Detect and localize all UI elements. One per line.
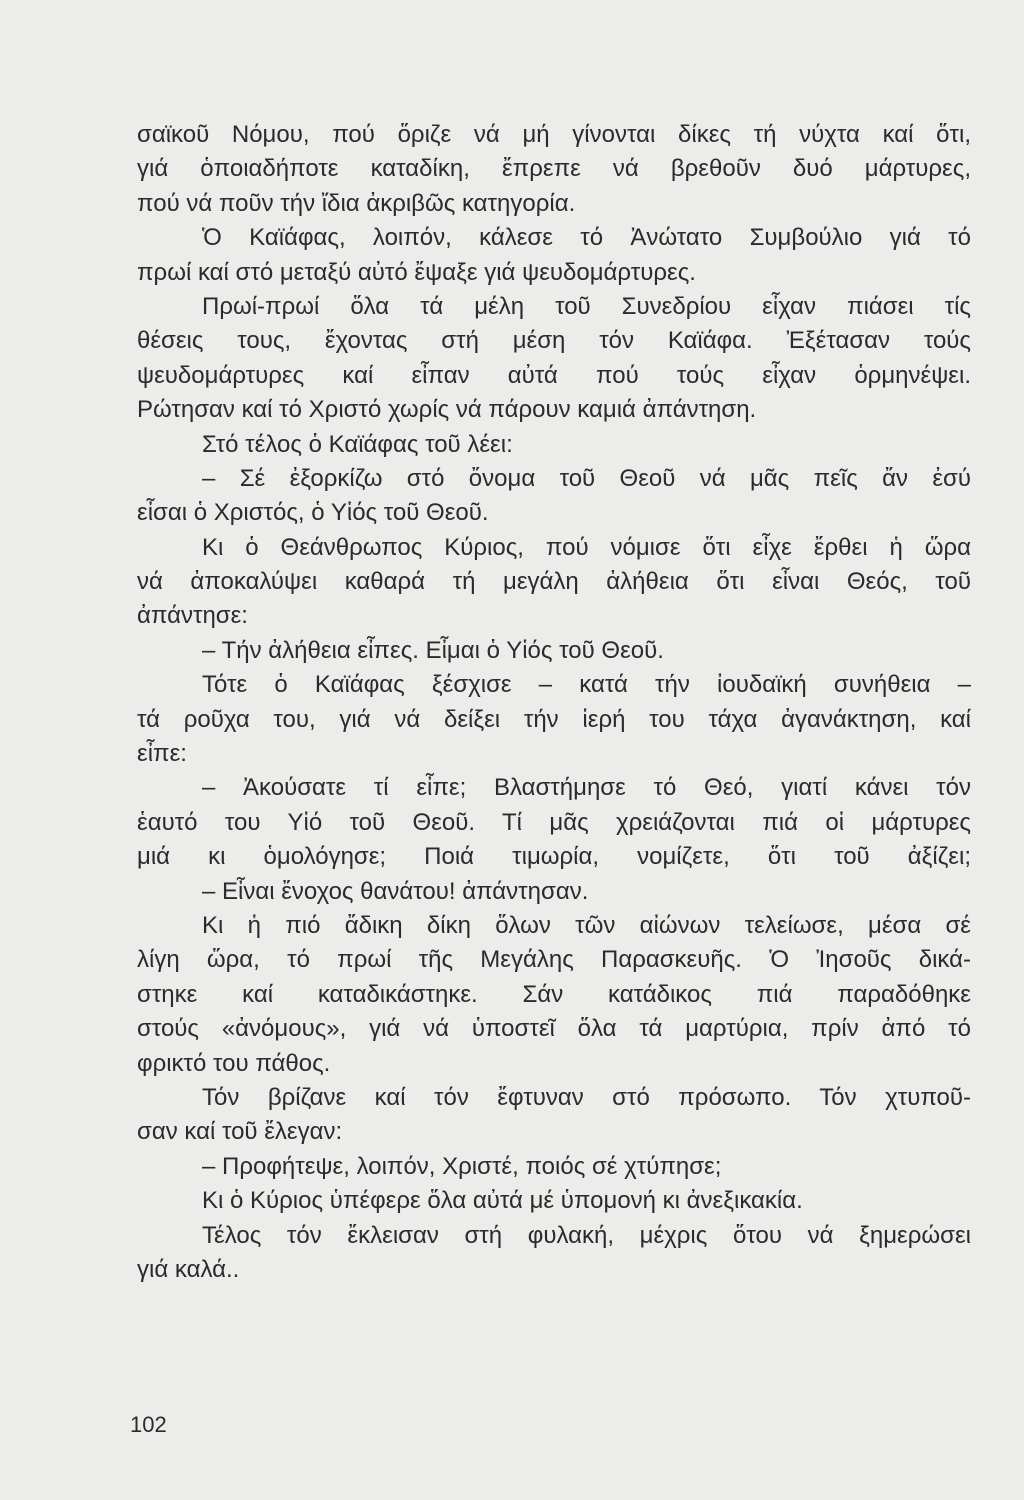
text-line: Πρωί-πρωί ὅλα τά μέλη τοῦ Συνεδρίου εἶχαν πιάσει τίς (202, 292, 971, 320)
text-line: Τότε ὁ Καϊάφας ξέσχισε – κατά τήν ἰουδαϊκή συνήθεια – (202, 671, 971, 699)
text-line: τά ροῦχα του, γιά νά δείξει τήν ἱερή του τάχα ἀγανάκτηση, καί (137, 705, 971, 733)
text-line: Τόν βρίζανε καί τόν ἔφτυναν στό πρόσωπο. Τόν χτυποῦ- (202, 1083, 971, 1111)
text-line: Κι ὁ Κύριος ὑπέφερε ὅλα αὐτά μέ ὑπομονή κι ἀνεξικακία. (202, 1187, 803, 1215)
text-line: Ὁ Καϊάφας, λοιπόν, κάλεσε τό Ἀνώτατο Συμβούλιο γιά τό (202, 224, 971, 252)
text-line: μιά κι ὁμολόγησε; Ποιά τιμωρία, νομίζετε, ὅτι τοῦ ἀξίζει; (137, 843, 971, 871)
text-line: στηκε καί καταδικάστηκε. Σάν κατάδικος πιά παραδόθηκε (137, 980, 971, 1008)
text-line: γιά καλά.. (137, 1255, 240, 1283)
text-line: Τέλος τόν ἔκλεισαν στή φυλακή, μέχρις ὅτου νά ξημερώσει (202, 1221, 971, 1249)
text-line: εἶπε: (137, 740, 187, 768)
text-line: στούς «ἀνόμους», γιά νά ὑποστεῖ ὅλα τά μαρτύρια, πρίν ἀπό τό (137, 1015, 971, 1043)
text-line: Ρώτησαν καί τό Χριστό χωρίς νά πάρουν καμιά ἀπάντηση. (137, 396, 757, 424)
text-line: ἑαυτό του Υἱό τοῦ Θεοῦ. Τί μᾶς χρειάζονται πιά οἱ μάρτυρες (137, 808, 971, 836)
text-line: σαν καί τοῦ ἔλεγαν: (137, 1118, 343, 1146)
text-line: πρωί καί στό μεταξύ αὐτό ἔψαξε γιά ψευδομάρτυρες. (137, 258, 696, 286)
text-line: – Προφήτεψε, λοιπόν, Χριστέ, ποιός σέ χτύπησε; (202, 1152, 722, 1180)
text-line: ψευδομάρτυρες καί εἶπαν αὐτά πού τούς εἶχαν ὁρμηνέψει. (137, 361, 971, 389)
text-line: Κι ὁ Θεάνθρωπος Κύριος, πού νόμισε ὅτι εἶχε ἔρθει ἡ ὥρα (202, 533, 971, 561)
text-line: ἀπάντησε: (137, 602, 248, 630)
text-line: γιά ὁποιαδήποτε καταδίκη, ἔπρεπε νά βρεθοῦν δυό μάρτυρες, (137, 155, 971, 183)
text-line: νά ἀποκαλύψει καθαρά τή μεγάλη ἀλήθεια ὅτι εἶναι Θεός, τοῦ (137, 568, 971, 596)
text-line: εἶσαι ὁ Χριστός, ὁ Υἱός τοῦ Θεοῦ. (137, 499, 489, 527)
body-text (137, 118, 971, 1287)
text-line: φρικτό του πάθος. (137, 1049, 331, 1077)
text-line: – Σέ ἐξορκίζω στό ὄνομα τοῦ Θεοῦ νά μᾶς πεῖς ἄν ἐσύ (202, 464, 971, 492)
text-line: – Τήν ἀλήθεια εἶπες. Εἶμαι ὁ Υἱός τοῦ Θεοῦ. (202, 636, 664, 664)
text-line: θέσεις τους, ἔχοντας στή μέση τόν Καϊάφα. Ἐξέτασαν τούς (137, 327, 971, 355)
text-line: λίγη ὥρα, τό πρωί τῆς Μεγάλης Παρασκευῆς. Ὁ Ἰησοῦς δικά- (137, 946, 971, 974)
page-number: 102 (130, 1412, 167, 1437)
text-line: – Ἀκούσατε τί εἶπε; Βλαστήμησε τό Θεό, γιατί κάνει τόν (202, 774, 971, 802)
text-line: – Εἶναι ἔνοχος θανάτου! ἀπάντησαν. (202, 877, 589, 905)
text-line: Κι ἡ πιό ἄδικη δίκη ὅλων τῶν αἰώνων τελείωσε, μέσα σέ (202, 911, 971, 939)
text-line: σαϊκοῦ Νόμου, πού ὅριζε νά μή γίνονται δίκες τή νύχτα καί ὅτι, (137, 121, 971, 148)
text-line: Στό τέλος ὁ Καϊάφας τοῦ λέει: (202, 430, 513, 458)
text-line: πού νά ποῦν τήν ἴδια ἀκριβῶς κατηγορία. (137, 189, 576, 217)
